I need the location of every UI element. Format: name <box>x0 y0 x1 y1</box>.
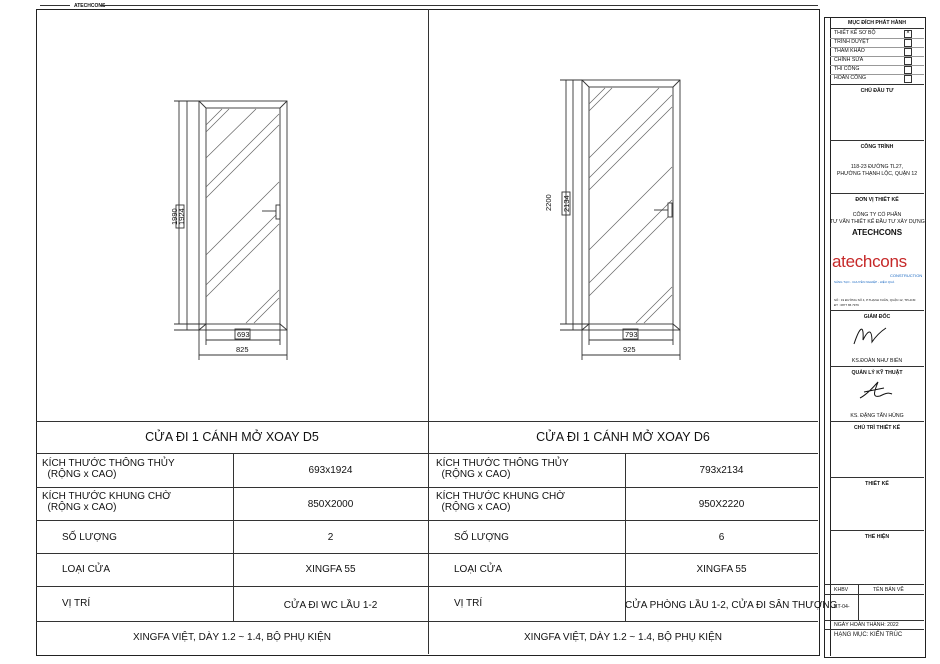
tb-rule <box>830 28 924 29</box>
tech-signature <box>854 378 894 406</box>
d6-row-type-value: XINGFA 55 <box>696 564 747 575</box>
logo-text: atechcons <box>832 252 907 271</box>
d6-dim-width-inner: 793 <box>625 330 638 339</box>
tb-rule <box>824 620 924 621</box>
category: HẠNG MỤC: KIẾN TRÚC <box>834 632 903 638</box>
purpose-checkbox[interactable] <box>904 57 912 65</box>
purpose-item-label: THI CÔNG <box>834 66 860 72</box>
d5-dim-width-outer: 825 <box>236 345 249 354</box>
logo-sub: CONSTRUCTION <box>890 273 923 278</box>
d5-row-type-label: LOẠI CỬA <box>62 564 110 575</box>
d6-dim-height-inner: 2134 <box>562 195 571 212</box>
project-header: CÔNG TRÌNH <box>860 144 894 150</box>
d6-outer-frame <box>582 80 680 330</box>
purpose-checkbox[interactable] <box>904 48 912 56</box>
company-address: SỐ : 19 ĐƯỜNG SỐ 4, P.THẠNH XUÂN, QUẬN 12, TP.HCM <box>834 298 916 302</box>
d6-row-type-label: LOẠI CỬA <box>454 564 502 575</box>
d5-row-clear-size-label: KÍCH THƯỚC THÔNG THỦY (RỘNG x CAO) <box>42 458 175 480</box>
director-name: KS.ĐOÀN NHƯ BIỂN <box>851 358 903 364</box>
purpose-item-label: HOÀN CÔNG <box>834 75 866 81</box>
tb-rule <box>830 310 924 311</box>
tb-rule <box>824 584 924 585</box>
tb-col-sep <box>858 584 859 620</box>
table-rule <box>36 520 818 521</box>
tb-rule <box>830 477 924 478</box>
d5-title: CỬA ĐI 1 CÁNH MỞ XOAY D5 <box>145 430 319 444</box>
table-rule <box>36 621 818 622</box>
d5-row-clear-size-value: 693x1924 <box>308 465 353 476</box>
project-address-1: 118-23 ĐƯỜNG TL27, <box>850 164 904 170</box>
director-signature <box>850 322 890 350</box>
d5-row-location-value: CỬA ĐI WC LẦU 1-2 <box>283 600 378 611</box>
tb-rule <box>830 366 924 367</box>
completion-date: NGÀY HOÀN THÀNH: 2022 <box>834 622 899 628</box>
tech-name: KS. ĐẶNG TẤN HÙNG <box>850 413 904 419</box>
table-rule <box>36 553 818 554</box>
d6-inner-frame <box>589 87 673 324</box>
purpose-checkbox-checked[interactable]: × <box>904 30 912 38</box>
d5-dim-height-outer: 1990 <box>170 208 179 225</box>
purpose-checkbox[interactable] <box>904 39 912 47</box>
d6-row-clear-size-label: KÍCH THƯỚC THÔNG THỦY (RỘNG x CAO) <box>436 458 569 480</box>
table-rule <box>36 487 818 488</box>
d5-row-frame-size-value: 850X2000 <box>307 499 354 510</box>
company-name: ATECHCONS <box>851 228 903 237</box>
owner-header: CHỦ ĐẦU TƯ <box>860 88 894 94</box>
d5-dim-width-inner: 693 <box>237 330 250 339</box>
d5-row-quantity-label: SỐ LƯỢNG <box>62 532 117 543</box>
tb-rule <box>824 594 924 595</box>
designer-role-header: THIẾT KẾ <box>865 481 889 487</box>
designer-header: ĐƠN VỊ THIẾT KẾ <box>855 197 899 203</box>
drawn-by-header: THỂ HIỆN <box>864 534 890 540</box>
d5-row-location-label: VỊ TRÍ <box>62 598 91 609</box>
purpose-item-label: THAM KHẢO <box>834 48 865 54</box>
d5-row-frame-size-label: KÍCH THƯỚC KHUNG CHỜ (RỘNG x CAO) <box>42 491 171 513</box>
d5-dim-height-inner: 1924 <box>177 208 186 225</box>
tb-rule <box>830 193 924 194</box>
tb-rule <box>824 629 924 630</box>
sheet-code: KT-04- <box>834 604 850 610</box>
purpose-item-label: THIẾT KẾ SƠ BỘ <box>834 30 876 36</box>
d6-row-frame-size-value: 950X2220 <box>698 499 745 510</box>
d6-footer: XINGFA VIỆT, DÀY 1.2 ~ 1.4, BỘ PHỤ KIỆN <box>524 632 722 643</box>
d6-title: CỬA ĐI 1 CÁNH MỞ XOAY D6 <box>536 430 710 444</box>
company-line-1: CÔNG TY CỔ PHẦN <box>852 212 902 218</box>
purpose-item-label: TRÌNH DUYỆT <box>834 39 869 45</box>
d6-row-frame-size-label: KÍCH THƯỚC KHUNG CHỜ (RỘNG x CAO) <box>436 491 565 513</box>
lead-designer-header: CHỦ TRÌ THIẾT KẾ <box>853 425 901 431</box>
d6-row-quantity-value: 6 <box>718 532 725 543</box>
d5-footer: XINGFA VIỆT, DÀY 1.2 ~ 1.4, BỘ PHỤ KIỆN <box>133 632 331 643</box>
d6-row-location-value: CỬA PHÒNG LẦU 1-2, CỬA ĐI SÂN THƯỢNG <box>625 600 838 611</box>
header-logo-text: ATECHCONS <box>74 3 106 9</box>
company-phone: ĐT : 0877 86 7979 <box>834 303 859 307</box>
company-line-2: TƯ VẤN THIẾT KẾ ĐẦU TƯ XÂY DỰNG <box>830 219 925 225</box>
d6-dim-height-outer: 2200 <box>544 194 553 211</box>
d5-row-quantity-value: 2 <box>327 532 334 543</box>
purpose-checkbox[interactable] <box>904 66 912 74</box>
tech-header: QUẢN LÝ KỸ THUẬT <box>851 370 903 376</box>
purpose-header: MỤC ĐÍCH PHÁT HÀNH <box>848 20 906 26</box>
director-header: GIÁM ĐỐC <box>863 314 891 320</box>
d6-row-quantity-label: SỐ LƯỢNG <box>454 532 509 543</box>
d6-row-clear-size-value: 793x2134 <box>699 465 744 476</box>
sheet-code-header: KHBV <box>834 587 849 593</box>
d5-row-type-value: XINGFA 55 <box>305 564 356 575</box>
d6-row-location-label: VỊ TRÍ <box>454 598 483 609</box>
table-rule <box>36 586 818 587</box>
purpose-checkbox[interactable] <box>904 75 912 83</box>
tb-rule <box>830 140 924 141</box>
project-address-2: PHƯỜNG THẠNH LỘC, QUẬN 12 <box>836 171 918 177</box>
table-rule <box>36 453 818 454</box>
table-rule <box>36 421 818 422</box>
logo-tagline: SÁNG TẠO - CHUYÊN NGHIỆP - HIỆU QUẢ <box>834 280 895 284</box>
tb-rule <box>830 84 924 85</box>
purpose-item-label: CHỈNH SỬA <box>834 57 864 63</box>
tb-rule <box>830 530 924 531</box>
sheet-name-header: TÊN BẢN VẼ <box>873 587 904 593</box>
d6-dim-width-outer: 925 <box>623 345 636 354</box>
tb-rule <box>830 421 924 422</box>
